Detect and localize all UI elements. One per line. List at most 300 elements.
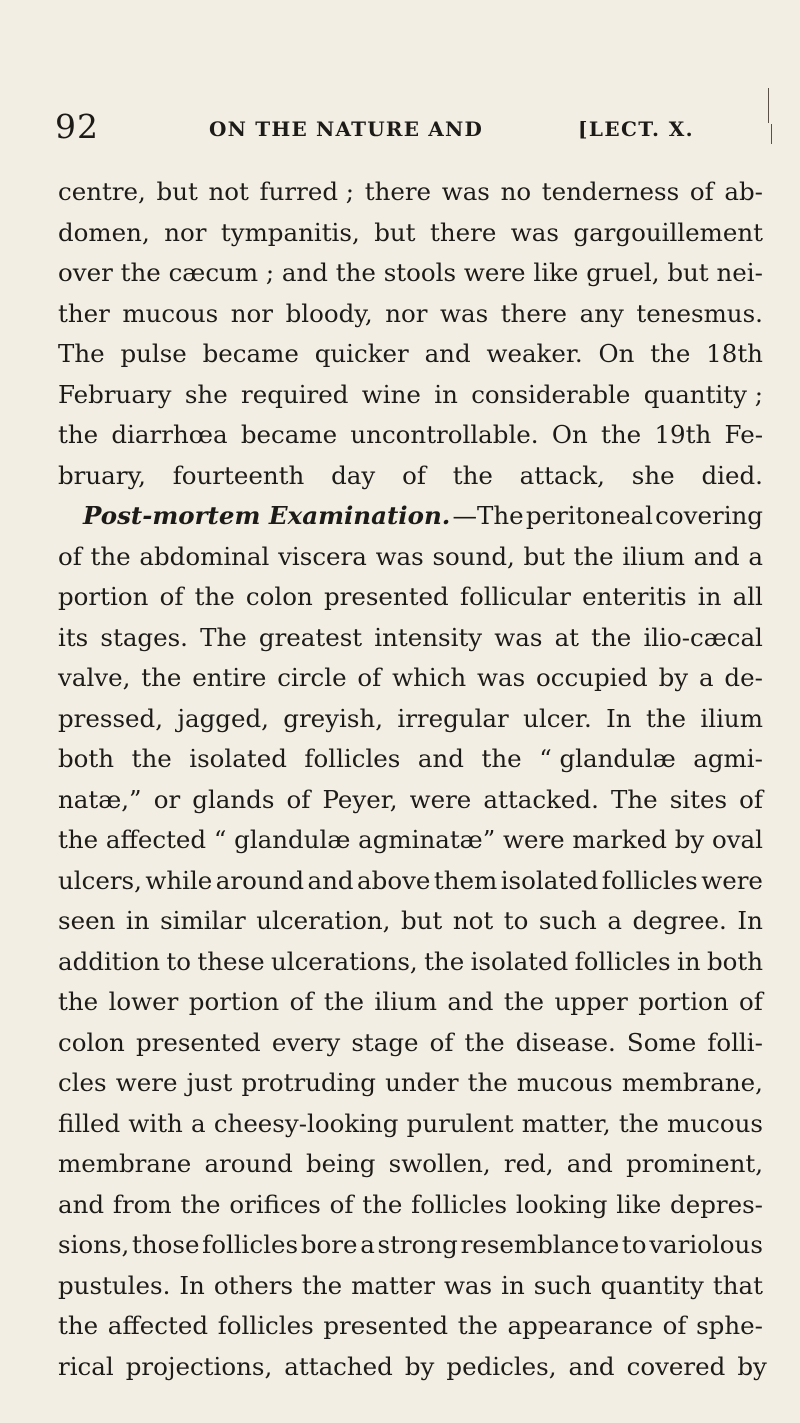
word: but bbox=[523, 541, 565, 571]
word: the bbox=[58, 1311, 99, 1340]
text-line bbox=[58, 253, 763, 294]
word: stages. bbox=[100, 622, 188, 652]
word: ab- bbox=[724, 177, 763, 206]
word: was bbox=[440, 298, 489, 328]
text-line bbox=[58, 982, 763, 1023]
word: she bbox=[631, 460, 675, 490]
text-line bbox=[58, 375, 763, 416]
word: but bbox=[667, 258, 709, 287]
word: ilium bbox=[622, 541, 685, 571]
text-line bbox=[58, 456, 763, 497]
text-line bbox=[58, 1063, 763, 1104]
page-edge-mark bbox=[771, 124, 772, 144]
word: like bbox=[533, 258, 579, 287]
word: quantity bbox=[600, 1270, 704, 1300]
text-line bbox=[58, 658, 763, 699]
word: ilium bbox=[700, 703, 763, 733]
word: was bbox=[477, 663, 526, 692]
word: pustules. bbox=[58, 1270, 171, 1300]
word: isolated bbox=[189, 744, 287, 773]
word: ulcerations, bbox=[270, 946, 418, 976]
word: pedicles, bbox=[446, 1351, 557, 1381]
word: follicles bbox=[217, 1311, 314, 1340]
word: the bbox=[302, 1270, 343, 1300]
word: both bbox=[58, 744, 115, 773]
word: at bbox=[554, 622, 580, 652]
word: others bbox=[213, 1270, 294, 1300]
word: gargouillement bbox=[573, 217, 763, 247]
word: nor bbox=[164, 217, 207, 247]
word: the bbox=[194, 582, 235, 611]
body-text bbox=[58, 172, 767, 1387]
word: Fe- bbox=[724, 420, 763, 449]
text-line bbox=[58, 942, 763, 983]
word: of bbox=[739, 987, 763, 1016]
word: all bbox=[732, 582, 763, 611]
word: over bbox=[58, 258, 113, 287]
word: and bbox=[424, 339, 471, 368]
word: ther bbox=[58, 298, 110, 328]
word: such bbox=[533, 1270, 592, 1300]
word: presented bbox=[323, 1311, 449, 1340]
word: fourteenth bbox=[172, 460, 305, 490]
word: Peyer, bbox=[322, 784, 398, 814]
running-title: ON THE NATURE AND bbox=[209, 117, 484, 141]
word: to bbox=[166, 946, 192, 976]
text-line bbox=[58, 537, 763, 578]
word: looking bbox=[515, 1189, 608, 1219]
word: and bbox=[447, 987, 494, 1016]
word: the bbox=[618, 1108, 659, 1138]
word: The bbox=[200, 622, 247, 652]
word: and bbox=[566, 1149, 613, 1178]
word: the bbox=[323, 987, 364, 1016]
text-line bbox=[58, 1104, 763, 1145]
text-line bbox=[58, 820, 763, 861]
word: membrane, bbox=[621, 1068, 763, 1097]
word: degree. bbox=[632, 906, 727, 935]
word: and bbox=[417, 744, 464, 773]
word: orifices bbox=[229, 1189, 321, 1219]
word: the bbox=[141, 663, 182, 692]
word: a bbox=[607, 906, 622, 935]
word: matter bbox=[351, 1270, 435, 1300]
word: any bbox=[579, 298, 624, 328]
word: of bbox=[286, 784, 311, 814]
word: in bbox=[434, 379, 458, 409]
word: and bbox=[307, 865, 354, 895]
word: and bbox=[58, 1189, 105, 1219]
word: enteritis bbox=[582, 582, 687, 611]
word: weaker. bbox=[486, 339, 583, 368]
word: but bbox=[400, 906, 443, 935]
word: wine bbox=[361, 379, 421, 409]
word: marked bbox=[572, 825, 667, 854]
word: them bbox=[433, 865, 498, 895]
word: isolated bbox=[470, 946, 569, 976]
word: valve, bbox=[58, 663, 131, 692]
word: follicular bbox=[459, 582, 571, 611]
text-line bbox=[58, 415, 763, 456]
word: The bbox=[58, 339, 105, 368]
word: mucous bbox=[667, 1108, 763, 1138]
word: cheesy-looking bbox=[213, 1108, 399, 1138]
word: follicles bbox=[304, 744, 401, 773]
word: a bbox=[360, 1230, 375, 1259]
word: under bbox=[385, 1068, 459, 1097]
word: bruary, bbox=[58, 460, 146, 490]
word: the bbox=[58, 987, 99, 1016]
word: swollen, bbox=[388, 1149, 491, 1178]
word: matter, bbox=[521, 1108, 611, 1138]
word: with bbox=[128, 1108, 183, 1138]
word: to bbox=[503, 906, 529, 935]
text-line bbox=[58, 1225, 763, 1266]
page-header bbox=[55, 108, 760, 152]
word: was bbox=[443, 1270, 493, 1300]
word: rical bbox=[58, 1351, 114, 1381]
word: upper bbox=[554, 987, 628, 1016]
word: by bbox=[404, 1351, 435, 1381]
text-line bbox=[58, 1347, 767, 1388]
word: and bbox=[281, 258, 328, 287]
word: disease. bbox=[515, 1027, 616, 1057]
word: was bbox=[494, 622, 543, 652]
word: the bbox=[650, 339, 691, 368]
word: by bbox=[674, 825, 705, 854]
word: from bbox=[112, 1189, 172, 1219]
word: seen bbox=[58, 906, 116, 935]
word: and bbox=[693, 541, 740, 571]
word: of bbox=[402, 460, 426, 490]
word: sphe- bbox=[696, 1311, 763, 1340]
word: of bbox=[159, 582, 184, 611]
lecture-label: [LECT. X. bbox=[578, 117, 694, 141]
word: centre, bbox=[58, 177, 146, 206]
text-line bbox=[58, 618, 763, 659]
word: portion bbox=[188, 987, 280, 1016]
word: in bbox=[501, 1270, 525, 1300]
word: there bbox=[429, 217, 497, 247]
word: tenesmus. bbox=[636, 298, 763, 328]
word: ulceration, bbox=[256, 906, 391, 935]
word: was bbox=[441, 177, 490, 206]
word: the bbox=[464, 1027, 505, 1057]
word: greatest bbox=[258, 622, 363, 652]
word: appearance bbox=[507, 1311, 653, 1340]
word: of bbox=[689, 177, 714, 206]
word: a bbox=[748, 541, 763, 571]
word: irregular bbox=[397, 703, 509, 733]
word: abdominal bbox=[139, 541, 270, 571]
word: of bbox=[329, 1189, 354, 1219]
word: natæ,” bbox=[58, 784, 142, 814]
word: both bbox=[706, 946, 763, 976]
word: she bbox=[184, 379, 228, 409]
word: the bbox=[457, 1311, 498, 1340]
word: cæcum ; bbox=[168, 258, 275, 287]
word: required bbox=[241, 379, 349, 409]
word: its bbox=[58, 622, 89, 652]
word: the bbox=[362, 1189, 403, 1219]
word: by bbox=[658, 663, 689, 692]
word: stage bbox=[351, 1027, 419, 1057]
word: On bbox=[598, 339, 635, 368]
word: oval bbox=[711, 825, 763, 854]
word: and bbox=[568, 1351, 615, 1381]
word: presented bbox=[135, 1027, 261, 1057]
word: was bbox=[510, 217, 559, 247]
word: were bbox=[463, 258, 526, 287]
word: those bbox=[132, 1230, 200, 1259]
word: strong bbox=[377, 1230, 458, 1259]
word: became bbox=[240, 420, 338, 449]
word: de- bbox=[724, 663, 763, 692]
word: covering bbox=[655, 501, 763, 530]
word: in bbox=[676, 946, 701, 976]
word: resemblance bbox=[460, 1230, 620, 1259]
word: occupied bbox=[536, 663, 648, 692]
word: the bbox=[645, 703, 687, 733]
word: every bbox=[271, 1027, 341, 1057]
word: were bbox=[502, 825, 565, 854]
word: but bbox=[374, 217, 416, 247]
section-heading-line bbox=[58, 496, 763, 537]
word: attacked. bbox=[483, 784, 599, 814]
word: of bbox=[662, 1311, 687, 1340]
word: red, bbox=[503, 1149, 554, 1178]
word: On bbox=[551, 420, 588, 449]
word: viscera bbox=[278, 541, 367, 571]
word: glands bbox=[192, 784, 275, 814]
word: sites bbox=[669, 784, 728, 814]
word: —The bbox=[452, 501, 524, 530]
word: variolous bbox=[649, 1230, 763, 1259]
word: considerable bbox=[471, 379, 631, 409]
word: greyish, bbox=[283, 703, 383, 733]
word: sions, bbox=[58, 1230, 130, 1259]
word: folli- bbox=[707, 1027, 763, 1057]
word: portion bbox=[58, 582, 149, 611]
word: bloody, bbox=[285, 298, 373, 328]
word: the bbox=[90, 541, 131, 571]
text-line bbox=[58, 861, 763, 902]
word: diarrhœa bbox=[111, 420, 228, 449]
word: just bbox=[186, 1068, 233, 1097]
word: no bbox=[500, 177, 532, 206]
word: circle bbox=[277, 663, 347, 692]
word: presented bbox=[323, 582, 449, 611]
word: 18th bbox=[706, 339, 763, 368]
word: ilio-cæcal bbox=[643, 622, 763, 652]
text-line bbox=[58, 294, 763, 335]
word: pressed, bbox=[58, 703, 164, 733]
word: pulse bbox=[120, 339, 187, 368]
word: membrane bbox=[58, 1149, 192, 1178]
text-line bbox=[58, 1266, 763, 1307]
word: tenderness bbox=[541, 177, 680, 206]
text-line bbox=[58, 1144, 763, 1185]
word: protruding bbox=[241, 1068, 376, 1097]
word: agminatæ” bbox=[358, 825, 496, 854]
text-line bbox=[58, 1306, 763, 1347]
word: there bbox=[500, 298, 568, 328]
word: were bbox=[701, 865, 763, 895]
word: a bbox=[191, 1108, 206, 1138]
word: not bbox=[452, 906, 494, 935]
word: in bbox=[697, 582, 722, 611]
word: the bbox=[481, 744, 522, 773]
word: colon bbox=[245, 582, 313, 611]
word: but bbox=[156, 177, 198, 206]
word: or bbox=[153, 784, 181, 814]
word: while bbox=[145, 865, 213, 895]
word: lower bbox=[108, 987, 179, 1016]
word: mucous bbox=[516, 1068, 613, 1097]
word: “ glandulæ bbox=[539, 744, 676, 773]
text-line bbox=[58, 780, 763, 821]
word: above bbox=[357, 865, 431, 895]
word: agmi- bbox=[693, 744, 763, 773]
word: covered bbox=[626, 1351, 726, 1381]
word: February bbox=[58, 379, 172, 409]
word: the bbox=[467, 1068, 508, 1097]
word: the bbox=[58, 825, 99, 854]
word: nor bbox=[385, 298, 428, 328]
word: bore bbox=[300, 1230, 358, 1259]
word: entire bbox=[192, 663, 267, 692]
word: a bbox=[698, 663, 714, 692]
word: stools bbox=[383, 258, 457, 287]
word: peritoneal bbox=[525, 501, 653, 530]
word: mucous bbox=[122, 298, 219, 328]
word: of bbox=[289, 987, 314, 1016]
word: jagged, bbox=[177, 703, 269, 733]
text-line bbox=[58, 1023, 763, 1064]
word: follicles bbox=[411, 1189, 508, 1219]
word: not bbox=[208, 177, 249, 206]
word: In bbox=[179, 1270, 205, 1300]
word: follicles bbox=[574, 946, 671, 976]
word: attack, bbox=[519, 460, 605, 490]
word: In bbox=[606, 703, 632, 733]
word: affected bbox=[107, 1311, 209, 1340]
word: the bbox=[503, 987, 545, 1016]
word: similar bbox=[160, 906, 246, 935]
word: the bbox=[601, 420, 642, 449]
word: gruel, bbox=[586, 258, 660, 287]
word: of bbox=[739, 784, 763, 814]
word: addition bbox=[58, 946, 161, 976]
word: was bbox=[375, 541, 424, 571]
word: furred ; bbox=[259, 177, 355, 206]
word: around bbox=[204, 1149, 293, 1178]
word: the bbox=[335, 258, 376, 287]
word: projections, bbox=[125, 1351, 273, 1381]
word: by bbox=[737, 1351, 767, 1381]
word: the bbox=[452, 460, 493, 490]
word: quantity ; bbox=[643, 379, 763, 409]
word: uncontrollable. bbox=[350, 420, 539, 449]
word: In bbox=[737, 906, 763, 935]
word: the bbox=[573, 541, 614, 571]
word: these bbox=[197, 946, 265, 976]
word: quicker bbox=[314, 339, 409, 368]
word: in bbox=[125, 906, 150, 935]
word: like bbox=[616, 1189, 662, 1219]
word: affected bbox=[105, 825, 207, 854]
word: which bbox=[392, 663, 467, 692]
word: ulcers, bbox=[58, 865, 142, 895]
word: attached bbox=[284, 1351, 393, 1381]
word: domen, bbox=[58, 217, 150, 247]
word: such bbox=[538, 906, 597, 935]
word: 19th bbox=[654, 420, 712, 449]
word: being bbox=[305, 1149, 376, 1178]
word: ilium bbox=[374, 987, 437, 1016]
word: prominent, bbox=[626, 1149, 763, 1178]
word: follicles bbox=[202, 1230, 299, 1259]
word: ulcer. bbox=[523, 703, 592, 733]
word: Some bbox=[626, 1027, 697, 1057]
word: were bbox=[115, 1068, 178, 1097]
text-line bbox=[58, 739, 763, 780]
word: around bbox=[215, 865, 305, 895]
word: the bbox=[58, 420, 99, 449]
word: the bbox=[180, 1189, 221, 1219]
word: there bbox=[364, 177, 432, 206]
word: purulent bbox=[406, 1108, 514, 1138]
word: of bbox=[357, 663, 382, 692]
word: colon bbox=[58, 1027, 125, 1057]
word: of bbox=[429, 1027, 454, 1057]
text-line bbox=[58, 334, 763, 375]
word: “ glandulæ bbox=[213, 825, 351, 854]
text-line bbox=[58, 577, 763, 618]
page-number: 92 bbox=[55, 107, 99, 146]
word: isolated bbox=[500, 865, 599, 895]
word: nor bbox=[230, 298, 274, 328]
text-line bbox=[58, 1185, 763, 1226]
word: to bbox=[621, 1230, 647, 1259]
word: The bbox=[610, 784, 658, 814]
word: day bbox=[331, 460, 376, 490]
word: that bbox=[712, 1270, 763, 1300]
text-line bbox=[58, 172, 763, 213]
word: depres- bbox=[670, 1189, 763, 1219]
word: sound, bbox=[432, 541, 515, 571]
word: the bbox=[131, 744, 172, 773]
text-line bbox=[58, 699, 763, 740]
word: were bbox=[409, 784, 472, 814]
page-edge-mark bbox=[768, 88, 769, 123]
section-heading: Post-mortem Examination. bbox=[83, 501, 451, 530]
word: the bbox=[120, 258, 161, 287]
text-line bbox=[58, 901, 763, 942]
word: filled bbox=[58, 1108, 121, 1138]
text-line bbox=[58, 213, 763, 254]
word: the bbox=[424, 946, 465, 976]
word: the bbox=[591, 622, 632, 652]
word: died. bbox=[701, 460, 763, 490]
word: nei- bbox=[716, 258, 763, 287]
word: became bbox=[202, 339, 299, 368]
word: intensity bbox=[374, 622, 483, 652]
word: tympanitis, bbox=[220, 217, 360, 247]
word: follicles bbox=[601, 865, 698, 895]
word: cles bbox=[58, 1068, 107, 1097]
word: of bbox=[58, 541, 82, 571]
